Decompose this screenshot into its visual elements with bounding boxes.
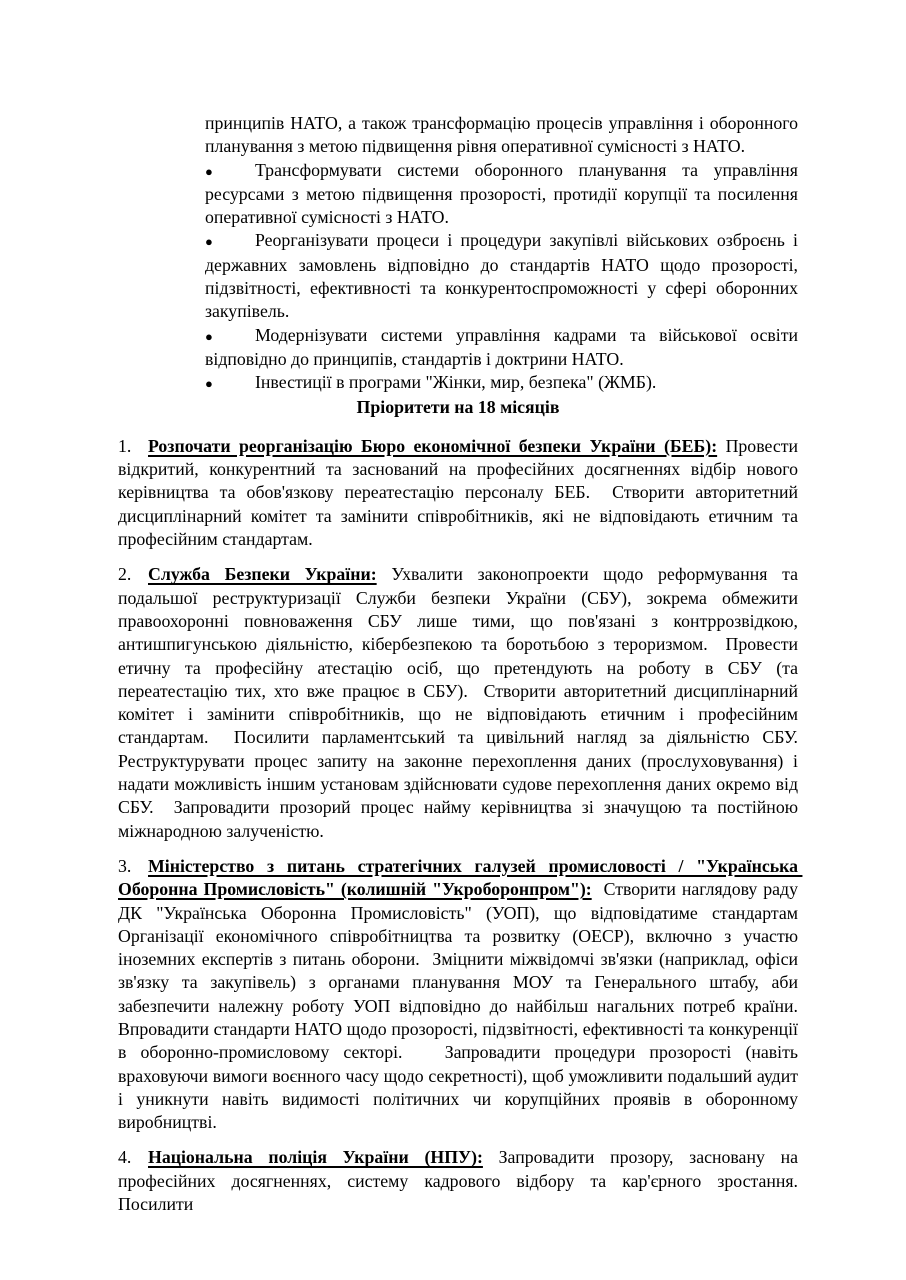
- item-body: Провести відкритий, конкурентний та заснований на професійних досягненнях відбір нового керівництва та обов'язкову переатестацію персоналу БЕБ. Створити авторитетний дисциплінарний комітет та замінити співробітників, які не відповідають етичним та професійним стандартам.: [118, 435, 803, 550]
- intro-paragraph: [205, 112, 803, 159]
- bullet-text: Трансформувати системи оборонного планування та управління ресурсами з метою підвищення прозорості, протидії корупції та посилення оперативної сумісності з НАТО.: [205, 159, 803, 228]
- item-number: 3.: [118, 855, 132, 876]
- item-title: Розпочати реорганізацію Бюро економічної безпеки України (БЕБ):: [148, 435, 718, 456]
- bullet-text: Реорганізувати процеси і процедури закупівлі військових озброєнь і державних замовлень відповідно до стандартів НАТО щодо прозорості, підзвітності, ефективності та конкурентоспроможності у сфері оборонних закупівель.: [205, 230, 803, 322]
- item-body: Ухвалити законопроекти щодо реформування та подальшої реструктуризації Служби безпеки України (СБУ), зокрема обмежити правоохоронні повноваження СБУ лише тими, що пов'язані з контррозвідкою, антишпигунською діяльністю, кібербезпекою та боротьбою з тероризмом. Провести етичну та професійну атестацію осіб, що претендують на роботу в СБУ (та переатестацію тих, хто вже працює в СБУ). Створити авторитетний дисциплінарний комітет і замінити співробітників, що не відповідають етичним і професійним стандартам. Посилити парламентський та цивільний нагляд за діяльністю СБУ. Реструктурувати процес запиту на законне перехоплення даних (прослуховування) і надати можливість іншим установам здійснювати судове перехоплення даних окремо від СБУ. Запровадити прозорий процес найму керівництва зі значущою та постійною міжнародною залученістю.: [118, 564, 807, 841]
- item-title: Національна поліція України (НПУ):: [148, 1147, 483, 1168]
- item-title: Служба Безпеки України:: [148, 564, 377, 585]
- bullet-text: Інвестиції в програми "Жінки, мир, безпека" (ЖМБ).: [255, 372, 657, 393]
- bullet-text: Модернізувати системи управління кадрами та військової освіти відповідно до принципів, стандартів і доктрини НАТО.: [205, 324, 803, 369]
- bullet-item-reorganize-procurement: [205, 229, 803, 323]
- bullet-icon: ●: [205, 376, 213, 392]
- item-number: 2.: [118, 564, 132, 585]
- item-number: 4.: [118, 1147, 132, 1168]
- bullet-icon: ●: [205, 234, 213, 250]
- bullet-item-modernize-hr: [205, 324, 803, 372]
- item-title: Міністерство з питань стратегічних галузей промисловості / "Українська Оборонна Промисловість" (колишній "Укроборонпром"):: [118, 855, 803, 900]
- bullet-item-transform-planning: [205, 159, 803, 230]
- item-body: Запровадити прозору, засновану на професійних досягненнях, систему кадрового відбору та кар'єрного зростання. Посилити: [118, 1147, 807, 1215]
- bullet-icon: ●: [205, 163, 213, 179]
- bullet-icon: ●: [205, 328, 213, 344]
- item-number: 1.: [118, 435, 132, 456]
- priority-item-beb: [118, 435, 803, 551]
- document-content: [118, 112, 807, 1216]
- priority-item-defense-industry: [118, 855, 807, 1135]
- section-heading: Пріоритети на 18 місяців: [356, 396, 560, 417]
- bullet-item-wps-investment: [205, 371, 798, 395]
- intro-text: принципів НАТО, а також трансформацію процесів управління і оборонного планування з метою підвищення рівня оперативної сумісності з НАТО.: [205, 113, 803, 157]
- item-body: Створити наглядову раду ДК "Українська Оборонна Промисловість" (УОП), що відповідатиме стандартам Організації економічного співробітництва та розвитку (ОЕСР), включно з участю іноземних експертів з питань оборони. Зміцнити міжвідомчі зв'язки (наприклад, офіси зв'язку та закупівель) з органами планування МОУ та Генерального штабу, аби забезпечити належну роботу УОП відповідно до найбільш нагальних потреб країни. Впровадити стандарти НАТО щодо прозорості, підзвітності, ефективності та конкуренції в оборонно-промисловому секторі. Запровадити процедури прозорості (навіть враховуючи вимоги воєнного часу щодо секретності), щоб уможливити подальший аудит і уникнути навіть видимості політичних чи корупційних проявів в оборонному виробництві.: [118, 879, 807, 1133]
- priority-item-npu: [118, 1146, 807, 1216]
- priority-item-sbu: [118, 563, 807, 843]
